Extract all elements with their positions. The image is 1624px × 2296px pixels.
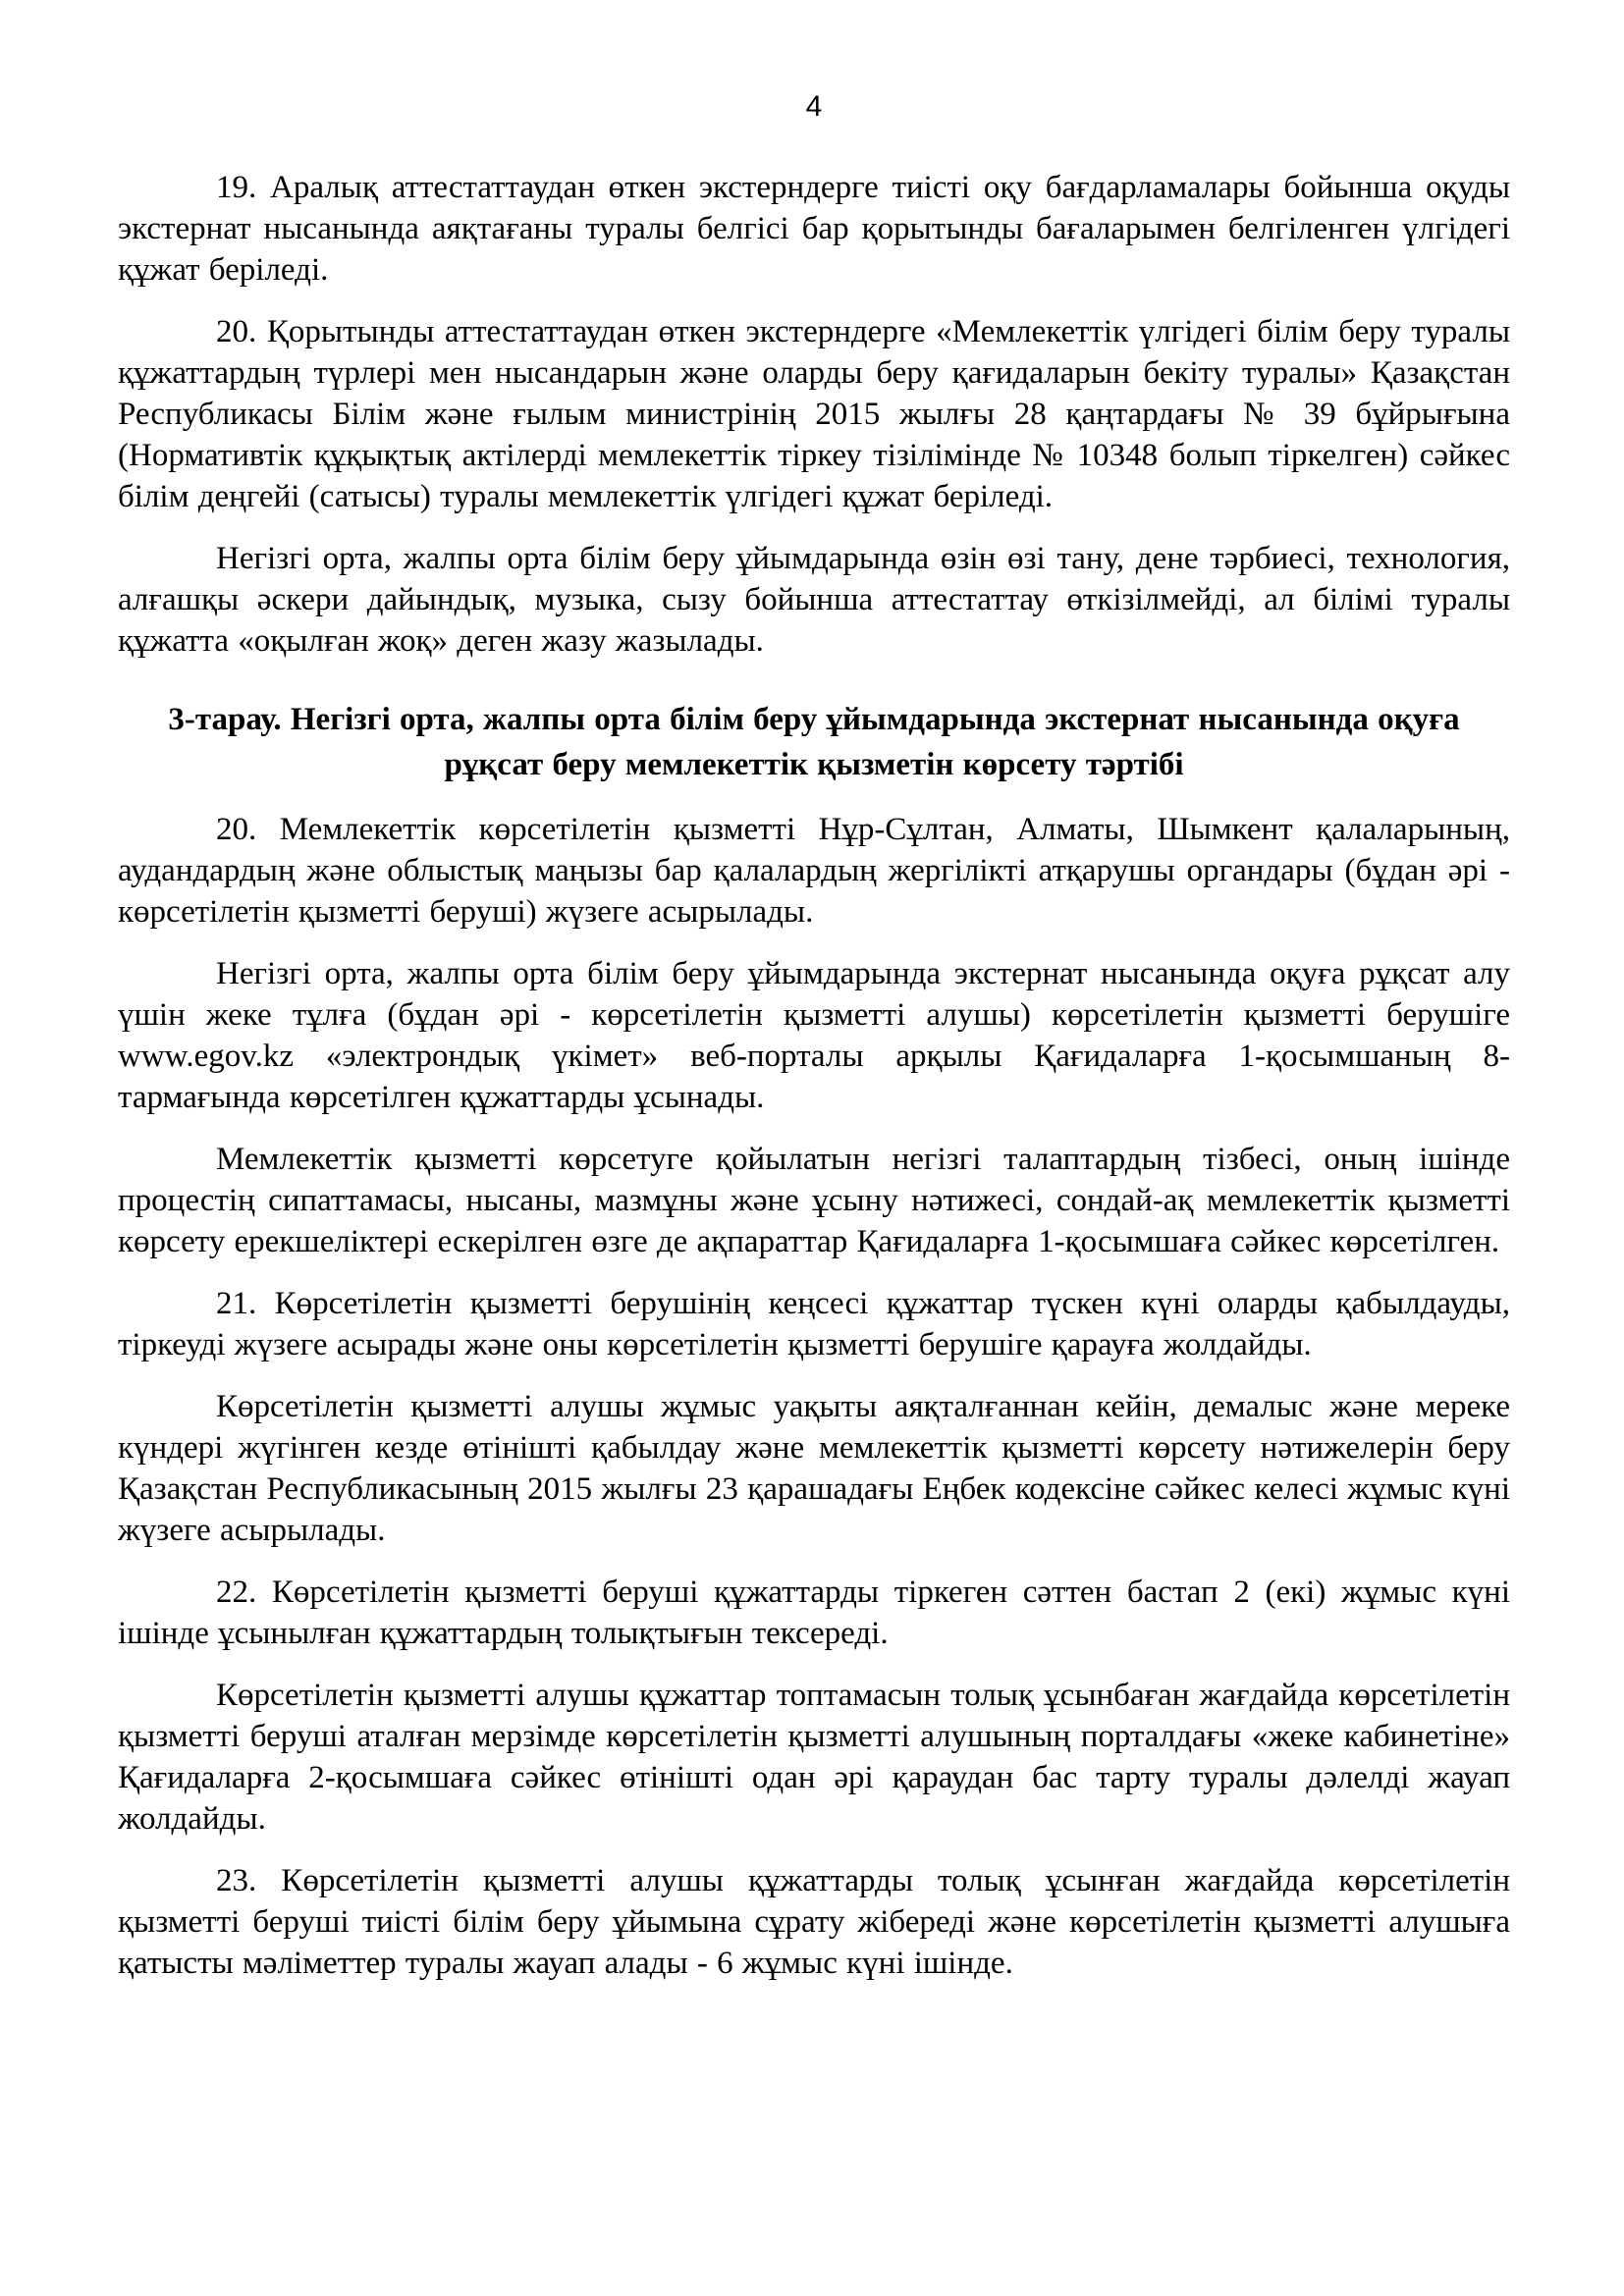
paragraph-20-chapter2: 20. Қорытынды аттестаттаудан өткен экстерндерге «Мемлекеттік үлгідегі білім беру туралы құжаттардың түрлері мен нысандарын және оларды беру қағидаларын бекіту туралы» Қазақстан Республикасы Білім және ғылым министрінің 2015 жылғы 28 қаңтардағы № 39 бұйрығына (Нормативтік құқықтық актілерді мемлекеттік тіркеу тізілімінде № 10348 болып тіркелген) сәйкес білім деңгейі (сатысы) туралы мемлекеттік үлгідегі құжат беріледі. [118,314,1510,514]
document-body [118,167,1510,1984]
chapter-3-heading: 3-тарау. Негізгі орта, жалпы орта білім беру ұйымдарында экстернат нысанында оқуға рұқсат беру мемлекеттік қызметін көрсету тәртібі [168,702,1460,782]
paragraph-19: 19. Аралық аттестаттаудан өткен экстерндерге тиісті оқу бағдарламалары бойынша оқуды экстернат нысанында аяқтағаны туралы белгісі бар қорытынды бағаларымен белгіленген үлгідегі құжат беріледі. [118,170,1510,288]
paragraph-incomplete-documents: Көрсетілетін қызметті алушы құжаттар топтамасын толық ұсынбаған жағдайда көрсетілетін қызметті беруші аталған мерзімде көрсетілетін қызметті алушының порталдағы «жеке кабинетіне» Қағидаларға 2-қосымшаға сәйкес өтінішті одан әрі қараудан бас тарту туралы дәлелді жауап жолдайды. [118,1678,1510,1837]
paragraph-service-requirements: Мемлекеттік қызметті көрсетуге қойылатын негізгі талаптардың тізбесі, оның ішінде процестің сипаттамасы, нысаны, мазмұны және ұсыну нәтижесі, сондай-ақ мемлекеттік қызметті көрсету ерекшеліктері ескерілген өзге де ақпараттар Қағидаларға 1-қосымшаға сәйкес көрсетілген. [118,1142,1510,1259]
page-number: 4 [805,90,823,123]
paragraph-after-hours: Көрсетілетін қызметті алушы жұмыс уақыты аяқталғаннан кейін, демалыс және мереке күндері жүгінген кезде өтінішті қабылдау және мемлекеттік қызметті көрсету нәтижелерін беру Қазақстан Республикасының 2015 жылғы 23 қарашадағы Еңбек кодексіне сәйкес келесі жұмыс күні жүзеге асырылады. [118,1389,1510,1548]
paragraph-23: 23. Көрсетілетін қызметті алушы құжаттарды толық ұсынған жағдайда көрсетілетін қызметті беруші тиісті білім беру ұйымына сұрату жібереді және көрсетілетін қызметті алушыға қатысты мәліметтер туралы жауап алады - 6 жұмыс күні ішінде. [118,1863,1510,1981]
paragraph-22: 22. Көрсетілетін қызметті беруші құжаттарды тіркеген сәттен бастап 2 (екі) жұмыс күні ішінде ұсынылған құжаттардың толықтығын тексереді. [118,1575,1510,1651]
paragraph-20-chapter3: 20. Мемлекеттік көрсетілетін қызметті Нұр-Сұлтан, Алматы, Шымкент қалаларының, аудандардың және облыстық маңызы бар қалалардың жергілікті атқарушы органдары (бұдан әрі - көрсетілетін қызметті беруші) жүзеге асырылады. [118,812,1510,930]
paragraph-21: 21. Көрсетілетін қызметті берушінің кеңсесі құжаттар түскен күні оларды қабылдауды, тіркеуді жүзеге асырады және оны көрсетілетін қызметті берушіге қарауға жолдайды. [118,1286,1510,1362]
paragraph-egov-portal: Негізгі орта, жалпы орта білім беру ұйымдарында экстернат нысанында оқуға рұқсат алу үшін жеке тұлға (бұдан әрі - көрсетілетін қызметті алушы) көрсетілетін қызметті берушіге www.egov.kz «электрондық үкімет» веб-порталы арқылы Қағидаларға 1-қосымшаның 8-тармағында көрсетілген құжаттарды ұсынады. [118,956,1510,1115]
paragraph-attestation-note: Негізгі орта, жалпы орта білім беру ұйымдарында өзін өзі тану, дене тәрбиесі, технология, алғашқы әскери дайындық, музыка, сызу бойынша аттестаттау өткізілмейді, ал білімі туралы құжатта «оқылған жоқ» деген жазу жазылады. [118,541,1510,659]
